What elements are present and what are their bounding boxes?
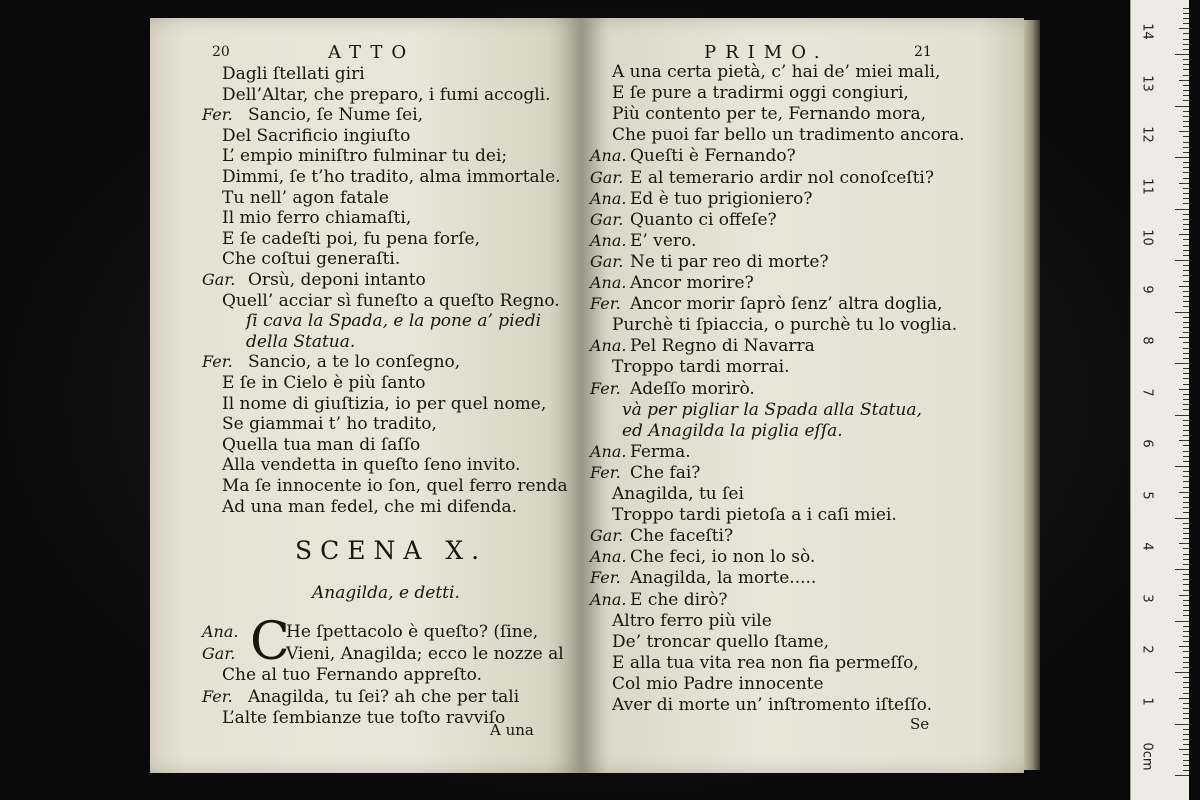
ruler-number: 7 bbox=[1139, 387, 1155, 397]
ruler-tick bbox=[1183, 296, 1189, 297]
ruler-tick bbox=[1183, 507, 1189, 508]
ruler-tick bbox=[1183, 255, 1189, 256]
ruler-tick bbox=[1183, 245, 1189, 246]
ruler-tick bbox=[1175, 415, 1189, 416]
stage-direction: ed Anagilda la piglia eſſa. bbox=[622, 420, 843, 441]
verse-line: Pel Regno di Navarra bbox=[630, 336, 815, 357]
ruler-number: 3 bbox=[1139, 593, 1155, 603]
ruler-tick bbox=[1183, 430, 1189, 431]
verse-line: Purchè ti ſpiaccia, o purchè tu lo voglia. bbox=[612, 315, 958, 336]
ruler-tick bbox=[1183, 301, 1189, 302]
ruler-tick bbox=[1179, 234, 1189, 235]
verse-line: Troppo tardi pietoſa a i caſi miei. bbox=[612, 505, 897, 526]
ruler-tick bbox=[1183, 8, 1189, 9]
verse-line: Ne ti par reo di morte? bbox=[630, 251, 829, 272]
speaker-label: Fer. bbox=[590, 462, 621, 482]
ruler-number: 12 bbox=[1139, 126, 1155, 143]
ruler-tick bbox=[1183, 64, 1189, 65]
speaker-label: Gar. bbox=[590, 526, 624, 546]
ruler-tick bbox=[1183, 682, 1189, 683]
ruler-tick bbox=[1183, 95, 1189, 96]
verse-line: E ſe pure a tradirmi oggi congiuri, bbox=[612, 83, 909, 104]
verse-line: Sancio, a te lo conſegno, bbox=[248, 352, 461, 373]
ruler-tick bbox=[1183, 69, 1189, 70]
ruler-tick bbox=[1175, 466, 1189, 467]
ruler-tick bbox=[1183, 23, 1189, 24]
speaker-label: Ana. bbox=[590, 547, 627, 567]
ruler-tick bbox=[1183, 198, 1189, 199]
ruler-number: 6 bbox=[1139, 439, 1155, 448]
ruler-tick bbox=[1183, 229, 1189, 230]
ruler-tick bbox=[1183, 502, 1189, 503]
speaker-label: Ana. bbox=[202, 622, 239, 641]
ruler-tick bbox=[1183, 615, 1189, 616]
ruler-tick bbox=[1183, 44, 1189, 45]
ruler-tick bbox=[1183, 584, 1189, 585]
ruler-tick bbox=[1183, 250, 1189, 251]
verse-line: L’ empio miniſtro fulminar tu dei; bbox=[222, 146, 508, 167]
ruler-tick bbox=[1183, 533, 1189, 534]
ruler-tick bbox=[1183, 481, 1189, 482]
ruler-tick bbox=[1183, 667, 1189, 668]
ruler-tick bbox=[1175, 260, 1189, 261]
ruler-tick bbox=[1183, 734, 1189, 735]
ruler-tick bbox=[1179, 183, 1189, 184]
ruler-tick bbox=[1179, 543, 1189, 544]
left-page bbox=[150, 18, 582, 773]
ruler-tick bbox=[1183, 662, 1189, 663]
verse-line: Ad una man fedel, che mi difenda. bbox=[222, 496, 518, 517]
ruler-tick bbox=[1183, 152, 1189, 153]
ruler-tick bbox=[1175, 724, 1189, 725]
verse-line: Se giammai t’ ho tradito, bbox=[222, 414, 437, 435]
book-spine-edge bbox=[1022, 20, 1040, 770]
speaker-label: Fer. bbox=[202, 352, 233, 372]
ruler-tick bbox=[1183, 713, 1189, 714]
ruler-tick bbox=[1183, 445, 1189, 446]
ruler-tick bbox=[1183, 657, 1189, 658]
ruler-tick bbox=[1183, 172, 1189, 173]
speaker-label: Gar. bbox=[590, 251, 624, 271]
verse-line: Queſti è Fernando? bbox=[630, 146, 796, 167]
stage-direction: ſi cava la Spada, e la pone a’ piedi bbox=[246, 311, 542, 332]
ruler-tick bbox=[1183, 641, 1189, 642]
verse-line: Che faceſti? bbox=[630, 526, 734, 547]
ruler-tick bbox=[1183, 399, 1189, 400]
ruler-tick bbox=[1183, 378, 1189, 379]
verse-line: Il mio ferro chiamaſti, bbox=[222, 208, 412, 229]
ruler-number: 13 bbox=[1139, 74, 1155, 92]
ruler-tick bbox=[1183, 559, 1189, 560]
ruler-tick bbox=[1175, 363, 1189, 364]
ruler-tick bbox=[1175, 106, 1189, 107]
ruler-tick bbox=[1183, 564, 1189, 565]
ruler-tick bbox=[1183, 291, 1189, 292]
verse-line: Anagilda, tu ſei? ah che per tali bbox=[248, 686, 520, 707]
ruler-tick bbox=[1183, 579, 1189, 580]
verse-line: Col mio Padre innocente bbox=[612, 673, 824, 694]
ruler-tick bbox=[1179, 131, 1189, 132]
verse-line: Dimmi, ſe t’ho tradito, alma immortale. bbox=[222, 167, 561, 187]
ruler-tick bbox=[1183, 13, 1189, 14]
ruler-tick bbox=[1183, 703, 1189, 704]
ruler-tick bbox=[1183, 33, 1189, 34]
verse-line: Aver di morte un’ inſtromento iſteſſo. bbox=[612, 695, 933, 715]
ruler-tick bbox=[1183, 111, 1189, 112]
ruler-tick bbox=[1175, 672, 1189, 673]
ruler-number: 14 bbox=[1139, 23, 1155, 40]
ruler-tick bbox=[1183, 188, 1189, 189]
scene-heading: SCENA X. bbox=[295, 536, 488, 565]
ruler-tick bbox=[1183, 270, 1189, 271]
verse-line: Il nome di giuſtizia, io per quel nome, bbox=[222, 393, 547, 414]
ruler-tick bbox=[1175, 518, 1189, 519]
ruler-tick bbox=[1183, 456, 1189, 457]
verse-line: Quell’ acciar sì funeſto a queſto Regno. bbox=[222, 290, 560, 311]
verse-line: Orsù, deponi intanto bbox=[248, 270, 426, 290]
verse-line: Ed è tuo prigioniero? bbox=[630, 188, 813, 209]
ruler-tick bbox=[1183, 760, 1189, 761]
verse-line: Quella tua man di ſaſſo bbox=[222, 434, 421, 455]
ruler-tick bbox=[1175, 569, 1189, 570]
ruler-tick bbox=[1183, 142, 1189, 143]
ruler-tick bbox=[1183, 162, 1189, 163]
ruler-tick bbox=[1179, 28, 1189, 29]
ruler-tick bbox=[1183, 677, 1189, 678]
ruler-tick bbox=[1183, 275, 1189, 276]
ruler-tick bbox=[1183, 90, 1189, 91]
speaker-label: Fer. bbox=[590, 294, 621, 314]
ruler-tick bbox=[1183, 729, 1189, 730]
ruler-tick bbox=[1183, 193, 1189, 194]
page-number: 20 bbox=[212, 44, 230, 60]
ruler-tick bbox=[1183, 754, 1189, 755]
ruler-tick bbox=[1183, 461, 1189, 462]
ruler-tick bbox=[1183, 476, 1189, 477]
running-head: ATTO bbox=[328, 42, 416, 63]
ruler-tick bbox=[1183, 353, 1189, 354]
ruler-tick bbox=[1183, 487, 1189, 488]
ruler-tick bbox=[1183, 739, 1189, 740]
ruler-number: 8 bbox=[1139, 336, 1155, 345]
ruler-tick bbox=[1179, 646, 1189, 647]
ruler-tick bbox=[1175, 312, 1189, 313]
ruler-tick bbox=[1183, 538, 1189, 539]
ruler-number: 2 bbox=[1139, 645, 1155, 654]
ruler-tick bbox=[1183, 116, 1189, 117]
ruler-tick bbox=[1175, 157, 1189, 158]
ruler-tick bbox=[1183, 39, 1189, 40]
ruler-tick bbox=[1175, 621, 1189, 622]
verse-line: Tu nell’ agon fatale bbox=[222, 187, 389, 208]
ruler-tick bbox=[1179, 698, 1189, 699]
ruler-tick bbox=[1183, 420, 1189, 421]
ruler-tick bbox=[1183, 368, 1189, 369]
ruler-tick bbox=[1183, 373, 1189, 374]
speaker-label: Fer. bbox=[202, 686, 233, 706]
verse-line: Vieni, Anagilda; ecco le nozze al bbox=[286, 643, 564, 664]
ruler-tick bbox=[1183, 59, 1189, 60]
ruler-tick bbox=[1183, 765, 1189, 766]
speaker-label: Fer. bbox=[202, 105, 233, 125]
ruler-tick bbox=[1183, 605, 1189, 606]
verse-line: Ancor morire? bbox=[630, 273, 754, 293]
ruler-tick bbox=[1183, 358, 1189, 359]
ruler-tick bbox=[1183, 18, 1189, 19]
speaker-label: Gar. bbox=[590, 209, 624, 229]
ruler-tick bbox=[1183, 306, 1189, 307]
stage-direction: della Statua. bbox=[246, 331, 356, 352]
ruler-tick bbox=[1183, 317, 1189, 318]
ruler-tick bbox=[1179, 595, 1189, 596]
ruler-tick bbox=[1183, 631, 1189, 632]
speaker-label: Fer. bbox=[590, 378, 621, 398]
ruler-tick bbox=[1179, 80, 1189, 81]
verse-line: Ferma. bbox=[630, 441, 691, 462]
ruler-tick bbox=[1179, 286, 1189, 287]
verse-line: Quanto ci offeſe? bbox=[630, 209, 777, 230]
ruler-tick bbox=[1183, 327, 1189, 328]
ruler-tick bbox=[1183, 75, 1189, 76]
ruler-number: 0cm bbox=[1139, 742, 1155, 771]
verse-line: Più contento per te, Fernando mora, bbox=[612, 104, 927, 125]
ruler-tick bbox=[1183, 744, 1189, 745]
ruler-tick bbox=[1183, 49, 1189, 50]
ruler-tick bbox=[1179, 440, 1189, 441]
ruler-tick bbox=[1183, 219, 1189, 220]
verse-line: Sancio, ſe Nume ſei, bbox=[248, 105, 424, 126]
ruler-tick bbox=[1183, 136, 1189, 137]
ruler-tick bbox=[1183, 523, 1189, 524]
speaker-label: Ana. bbox=[590, 441, 627, 461]
ruler-tick bbox=[1183, 85, 1189, 86]
ruler-tick bbox=[1175, 209, 1189, 210]
ruler-tick bbox=[1179, 749, 1189, 750]
ruler-number: 9 bbox=[1139, 284, 1155, 294]
ruler-tick bbox=[1183, 548, 1189, 549]
ruler-number: 11 bbox=[1139, 177, 1155, 195]
ruler-number: 10 bbox=[1139, 229, 1155, 246]
catchword: A una bbox=[490, 721, 534, 739]
ruler-tick bbox=[1183, 574, 1189, 575]
ruler-tick bbox=[1183, 471, 1189, 472]
ruler-tick bbox=[1183, 178, 1189, 179]
verse-line: Ma ſe innocente io ſon, quel ferro renda bbox=[222, 476, 568, 496]
ruler-tick bbox=[1183, 332, 1189, 333]
measuring-ruler bbox=[1130, 0, 1189, 800]
ruler-tick bbox=[1183, 497, 1189, 498]
verse-line: A una certa pietà, c’ hai de’ miei mali, bbox=[612, 62, 941, 82]
ruler-tick bbox=[1183, 121, 1189, 122]
ruler-tick bbox=[1183, 281, 1189, 282]
ruler-tick bbox=[1183, 404, 1189, 405]
verse-line: E che dirò? bbox=[630, 589, 728, 610]
verse-line: Che al tuo Fernando appreſto. bbox=[222, 665, 482, 685]
ruler-tick bbox=[1179, 389, 1189, 390]
ruler-tick bbox=[1183, 636, 1189, 637]
ruler-tick bbox=[1183, 770, 1189, 771]
speaker-label: Fer. bbox=[590, 568, 621, 588]
verse-line: Che coſtui generaſti. bbox=[222, 249, 401, 270]
ruler-tick bbox=[1183, 265, 1189, 266]
verse-line: He ſpettacolo è queſto? (ſine, bbox=[286, 622, 539, 642]
ruler-tick bbox=[1183, 394, 1189, 395]
ruler-tick bbox=[1183, 651, 1189, 652]
speaker-label: Gar. bbox=[202, 270, 236, 289]
ruler-tick bbox=[1183, 425, 1189, 426]
speaker-label: Ana. bbox=[590, 188, 627, 208]
ruler-tick bbox=[1183, 214, 1189, 215]
ruler-tick bbox=[1183, 687, 1189, 688]
drop-cap: C bbox=[250, 612, 290, 672]
catchword: Se bbox=[910, 715, 930, 733]
verse-line: Dell’Altar, che preparo, i fumi accogli. bbox=[222, 84, 551, 105]
verse-line: Altro ferro più vile bbox=[612, 610, 772, 631]
ruler-number: 1 bbox=[1139, 696, 1155, 706]
speaker-label: Ana. bbox=[590, 336, 627, 356]
ruler-tick bbox=[1179, 492, 1189, 493]
ruler-number: 4 bbox=[1139, 542, 1155, 551]
ruler-tick bbox=[1183, 435, 1189, 436]
verse-line: E alla tua vita rea non fia permeſſo, bbox=[612, 652, 919, 673]
ruler-tick bbox=[1175, 54, 1189, 55]
ruler-tick bbox=[1183, 342, 1189, 343]
verse-line: E al temerario ardir nol conoſceſti? bbox=[630, 167, 934, 188]
page-number: 21 bbox=[914, 44, 932, 60]
ruler-tick bbox=[1183, 590, 1189, 591]
verse-line: Dagli ſtellati giri bbox=[222, 64, 365, 84]
verse-line: Alla vendetta in queſto ſeno invito. bbox=[222, 455, 521, 476]
verse-line: Che puoi far bello un tradimento ancora. bbox=[612, 125, 965, 146]
verse-line: E ſe in Cielo è più ſanto bbox=[222, 373, 426, 393]
verse-line: De’ troncar quello ſtame, bbox=[612, 631, 830, 652]
ruler-tick bbox=[1183, 626, 1189, 627]
ruler-tick bbox=[1183, 348, 1189, 349]
verse-line: Adeſſo morirò. bbox=[630, 378, 755, 399]
ruler-tick bbox=[1183, 239, 1189, 240]
ruler-tick bbox=[1183, 384, 1189, 385]
ruler-tick bbox=[1183, 167, 1189, 168]
ruler-tick bbox=[1183, 322, 1189, 323]
ruler-tick bbox=[1183, 693, 1189, 694]
ruler-tick bbox=[1179, 337, 1189, 338]
ruler-tick bbox=[1183, 610, 1189, 611]
ruler-tick bbox=[1183, 147, 1189, 148]
verse-line: Che feci, io non lo sò. bbox=[630, 547, 816, 568]
ruler-tick bbox=[1183, 554, 1189, 555]
running-head: PRIMO. bbox=[704, 42, 829, 63]
verse-line: Che fai? bbox=[630, 462, 701, 483]
speaker-label: Ana. bbox=[590, 230, 627, 250]
verse-line: E’ vero. bbox=[630, 230, 697, 251]
ruler-tick bbox=[1183, 600, 1189, 601]
verse-line: Ancor morir ſaprò ſenz’ altra doglia, bbox=[630, 294, 943, 315]
speaker-label: Ana. bbox=[590, 146, 627, 166]
ruler-tick bbox=[1183, 708, 1189, 709]
verse-line: L’alte ſembianze tue toſto ravviſo bbox=[222, 708, 506, 728]
ruler-tick bbox=[1183, 100, 1189, 101]
scene-characters: Anagilda, e detti. bbox=[312, 583, 460, 603]
verse-line: E ſe cadeſti poi, fu pena forſe, bbox=[222, 228, 480, 249]
speaker-label: Ana. bbox=[590, 589, 627, 609]
ruler-number: 5 bbox=[1139, 490, 1155, 500]
right-page bbox=[582, 18, 1024, 773]
ruler-tick bbox=[1183, 224, 1189, 225]
ruler-tick bbox=[1183, 451, 1189, 452]
ruler-tick bbox=[1183, 528, 1189, 529]
speaker-label: Ana. bbox=[590, 273, 627, 292]
speaker-label: Gar. bbox=[202, 643, 236, 663]
ruler-tick bbox=[1183, 718, 1189, 719]
ruler-tick bbox=[1183, 512, 1189, 513]
ruler-tick bbox=[1175, 775, 1189, 776]
verse-line: Anagilda, tu ſei bbox=[612, 484, 744, 504]
verse-line: Troppo tardi morrai. bbox=[612, 357, 790, 378]
speaker-label: Gar. bbox=[590, 167, 624, 187]
verse-line: Anagilda, la morte..... bbox=[630, 568, 817, 589]
ruler-tick bbox=[1183, 203, 1189, 204]
verse-line: Del Sacrificio ingiuſto bbox=[222, 125, 411, 146]
stage-direction: và per pigliar la Spada alla Statua, bbox=[622, 399, 922, 420]
ruler-tick bbox=[1183, 409, 1189, 410]
ruler-tick bbox=[1183, 126, 1189, 127]
